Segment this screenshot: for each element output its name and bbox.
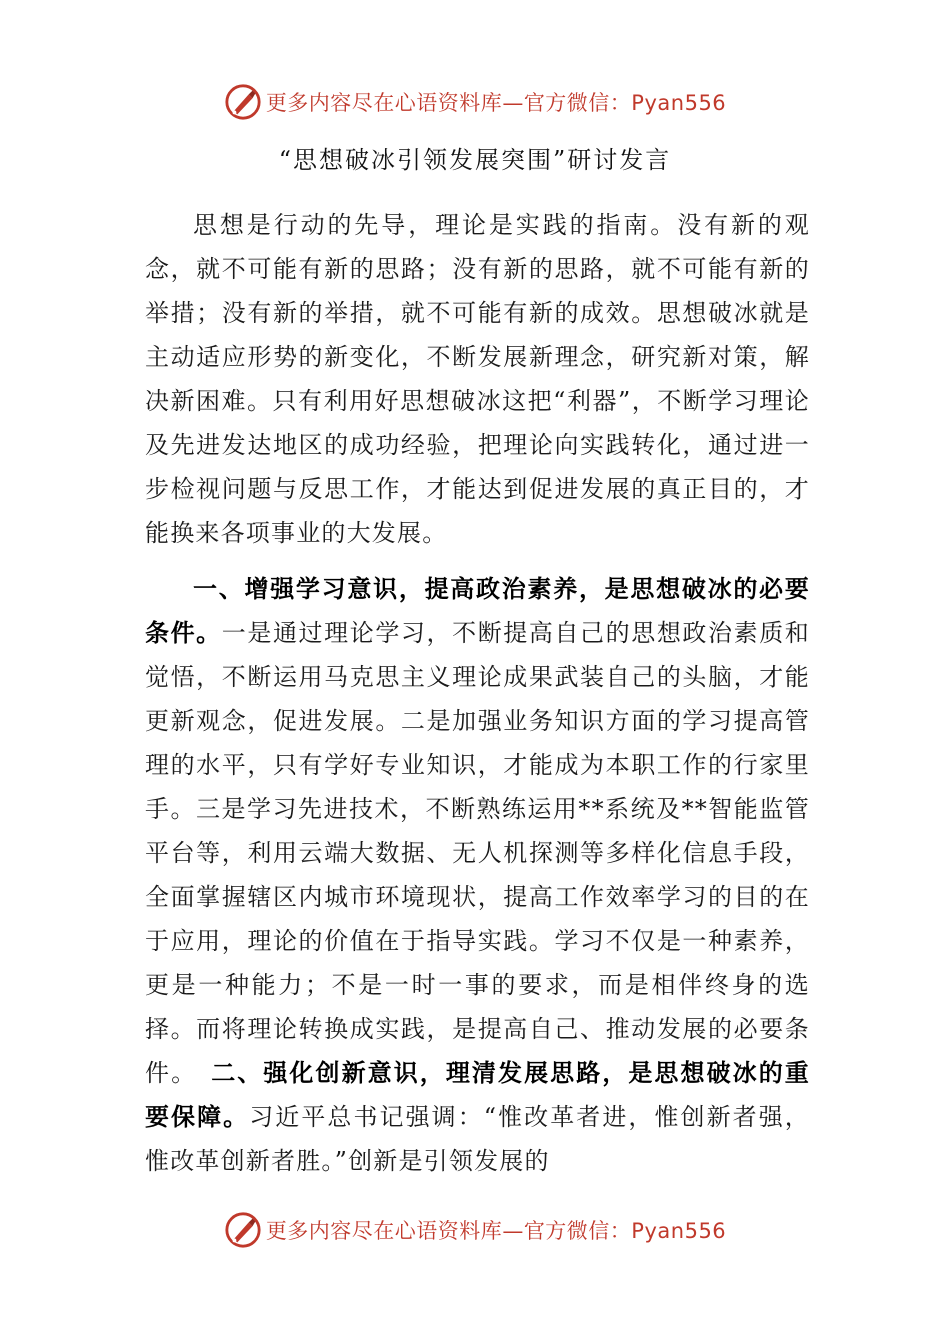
section-two-text: 习近平总书记强调：“惟改革者进，惟创新者强，惟改革创新者胜。”创新是引领发展的 <box>145 1103 810 1175</box>
document-title: “思想破冰引领发展突围”研讨发言 <box>278 146 672 174</box>
pen-logo-icon <box>224 1211 262 1249</box>
pen-logo-icon <box>224 83 262 121</box>
section-one-heading: 一、增强学习意识，提高政治素养，是思想破冰的必要条件。 <box>145 574 810 647</box>
banner-text: 更多内容尽在心语资料库—官方微信：Pyan556 <box>265 1219 727 1243</box>
document-body <box>145 203 810 1183</box>
paragraph-section-one <box>145 567 810 1183</box>
section-one-text: 一是通过理论学习，不断提高自己的思想政治素质和觉悟，不断运用马克思主义理论成果武装自己的头脑，才能更新观念，促进发展。二是加强业务知识方面的学习提高管理的水平，只有学好专业知识，才能成为本职工作的行家里手。三是学习先进技术，不断熟练运用**系统及**智能监管平台等，利用云端大数据、无人机探测等多样化信息手段，全面掌握辖区内城市环境现状，提高工作效率学习的目的在于应用，理论的价值在于指导实践。学习不仅是一种素养，更是一种能力；不是一时一事的要求，而是相伴终身的选择。而将理论转换成实践，是提高自己、推动发展的必要条件。 <box>145 619 810 1087</box>
footer-watermark-banner <box>0 1210 950 1250</box>
section-two-heading: 二、强化创新意识，理清发展思路，是思想破冰的重要保障。 <box>145 1058 810 1131</box>
header-watermark-banner <box>0 82 950 122</box>
banner-text: 更多内容尽在心语资料库—官方微信：Pyan556 <box>265 91 727 115</box>
paragraph-intro: 思想是行动的先导，理论是实践的指南。没有新的观念，就不可能有新的思路；没有新的思路，就不可能有新的举措；没有新的举措，就不可能有新的成效。思想破冰就是主动适应形势的新变化，不断发展新理念，研究新对策，解决新困难。只有利用好思想破冰这把“利器”，不断学习理论及先进发达地区的成功经验，把理论向实践转化，通过进一步检视问题与反思工作，才能达到促进发展的真正目的，才能换来各项事业的大发展。 <box>145 211 810 547</box>
